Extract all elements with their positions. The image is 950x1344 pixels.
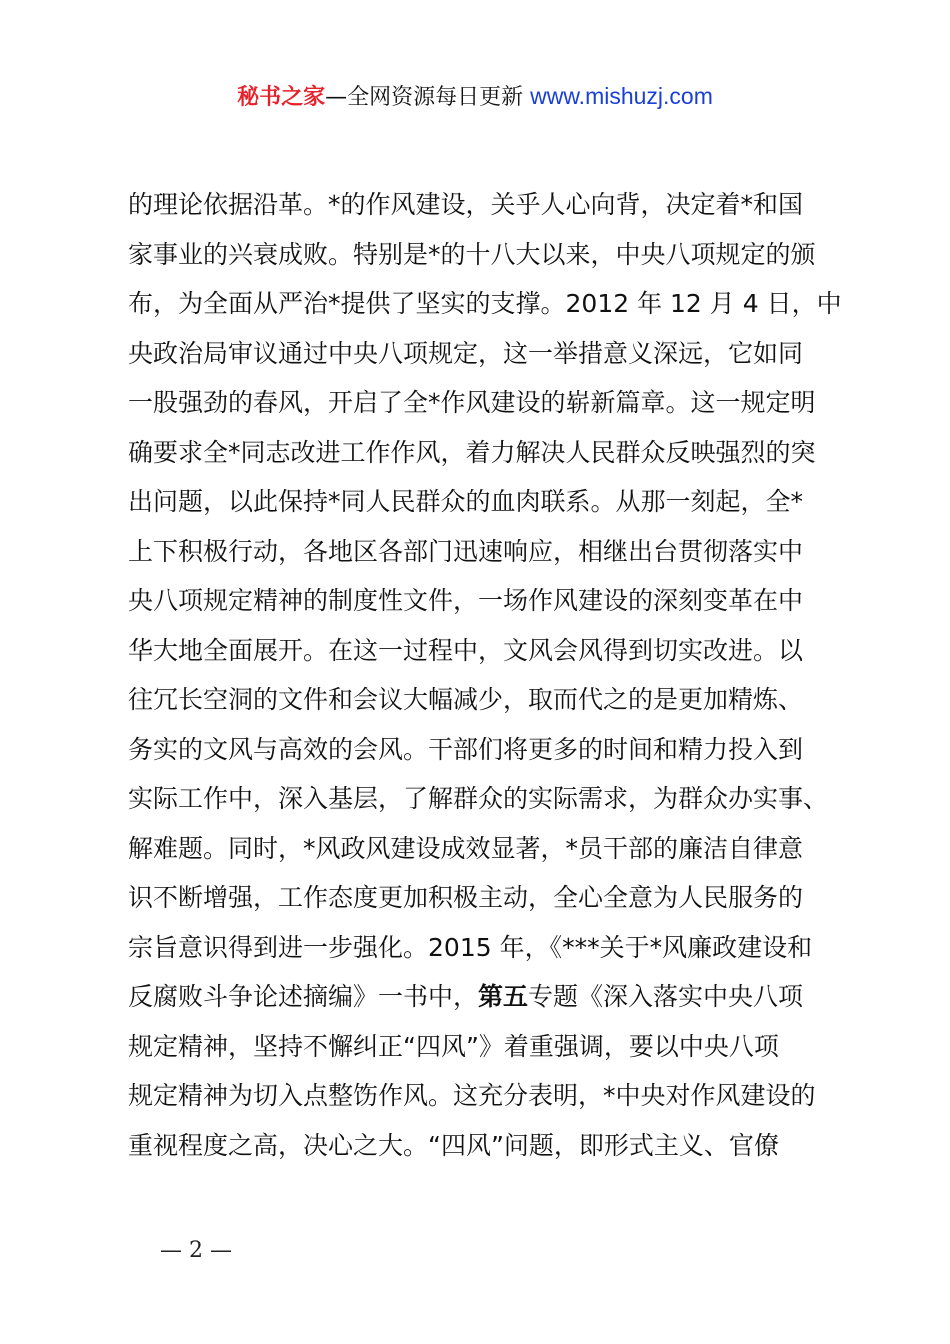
body-line: 央政治局审议通过中央八项规定，这一举措意义深远，它如同: [128, 338, 804, 368]
body-line: 务实的文风与高效的会风。干部们将更多的时间和精力投入到: [128, 734, 804, 764]
line-segment: 反腐败斗争论述摘编》一书中，: [128, 982, 479, 1011]
body-line: 上下积极行动，各地区各部门迅速响应，相继出台贯彻落实中: [128, 536, 804, 566]
body-line-with-emphasis: [128, 972, 832, 1022]
body-line: 家事业的兴衰成败。特别是*的十八大以来，中央八项规定的颁: [128, 239, 816, 269]
body-line: 布，为全面从严治*提供了坚实的支撑。2012 年 12 月 4 日，中: [128, 289, 842, 318]
bold-emphasis: 第五: [478, 982, 529, 1011]
page-number: — 2 —: [160, 1238, 232, 1263]
body-line: 一股强劲的春风，开启了全*作风建设的崭新篇章。这一规定明: [128, 388, 816, 417]
body-line: 往冗长空洞的文件和会议大幅减少，取而代之的是更加精炼、: [128, 685, 804, 714]
body-line: 央八项规定精神的制度性文件，一场作风建设的深刻变革在中: [128, 586, 804, 615]
line-segment: 专题《深入落实中央八项: [528, 982, 804, 1011]
site-header: [0, 80, 950, 114]
body-line: 宗旨意识得到进一步强化。2015 年，《***关于*风廉政建设和: [128, 932, 813, 962]
body-line: 实际工作中，深入基层，了解群众的实际需求，为群众办实事、: [128, 784, 829, 813]
body-line: 出问题，以此保持*同人民群众的血肉联系。从那一刻起，全*: [128, 487, 804, 516]
body-line: 华大地全面展开。在这一过程中，文风会风得到切实改进。以: [128, 635, 804, 665]
document-body: [128, 180, 842, 1170]
body-line: 识不断增强，工作态度更加积极主动，全心全意为人民服务的: [128, 883, 804, 912]
brand-name: 秘书之家: [237, 85, 326, 110]
body-line: 的理论依据沿革。*的作风建设，关乎人心向背，决定着*和国: [128, 190, 804, 219]
header-tagline: —全网资源每日更新: [325, 85, 531, 110]
body-line: 解难题。同时，*风政风建设成效显著，*员干部的廉洁自律意: [128, 833, 804, 863]
body-line: 规定精神为切入点整饬作风。这充分表明，*中央对作风建设的: [128, 1081, 816, 1110]
body-line: 确要求全*同志改进工作作风，着力解决人民群众反映强烈的突: [128, 437, 816, 467]
site-url-link[interactable]: www.mishuzj.com: [530, 83, 713, 109]
body-line: 规定精神，坚持不懈纠正“四风”》着重强调，要以中央八项: [128, 1031, 779, 1061]
body-line: 重视程度之高，决心之大。“四风”问题，即形式主义、官僚: [128, 1130, 779, 1160]
